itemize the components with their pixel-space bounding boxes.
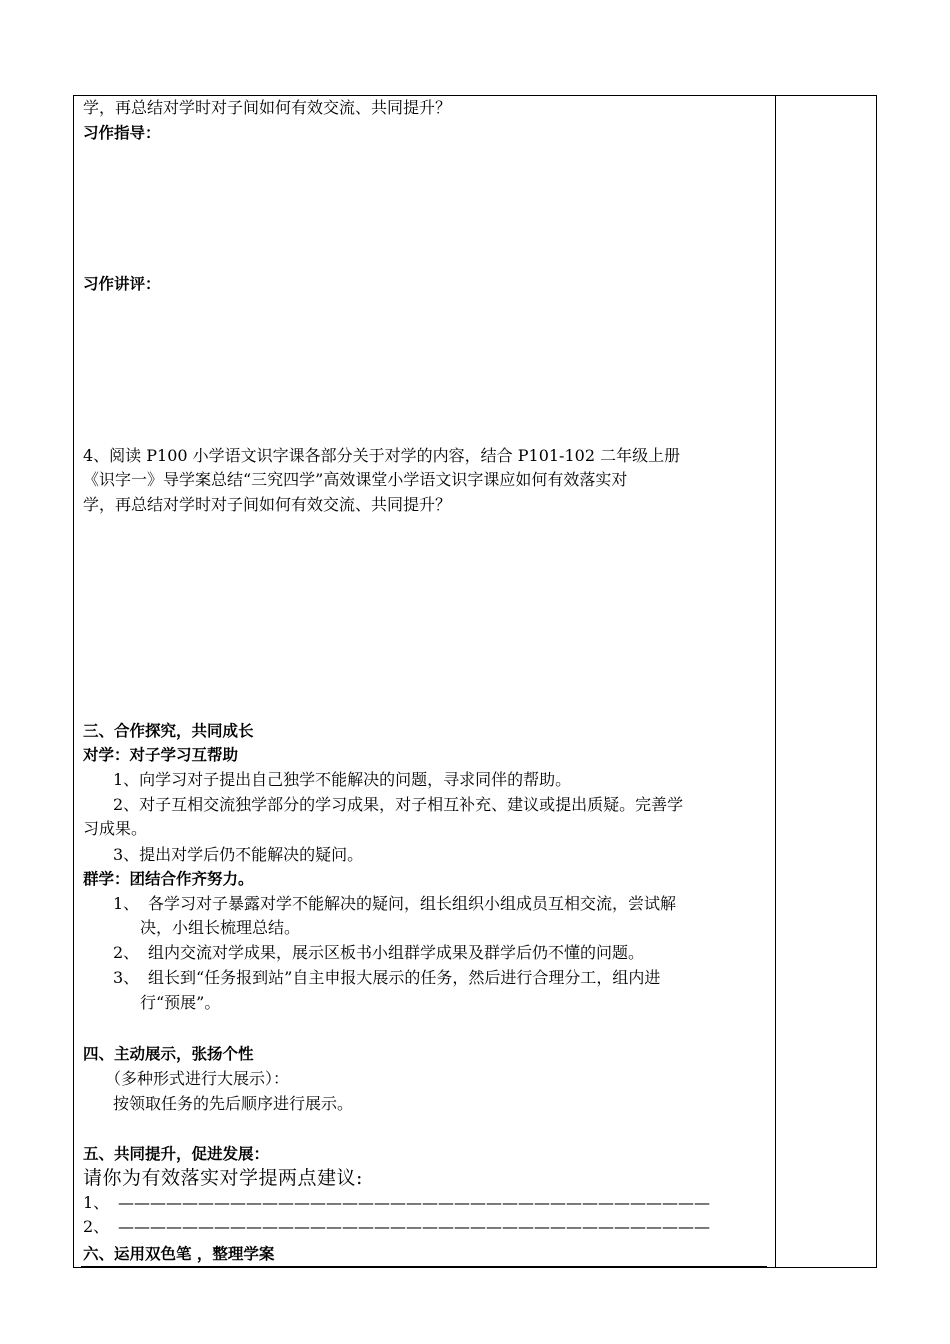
section-heading-writing-guidance: 习作指导： bbox=[83, 124, 161, 142]
list-number: 1、 bbox=[113, 894, 140, 913]
section-heading-5: 五、共同提升，促进发展： bbox=[83, 1145, 270, 1163]
question-4-line-1: 4、阅读 P100 小学语文识字课各部分关于对学的内容，结合 P101-102 二年级上册 bbox=[83, 446, 681, 465]
answer-number: 1、 bbox=[83, 1193, 110, 1212]
answer-number: 2、 bbox=[83, 1217, 110, 1236]
list-item: 1、向学习对子提出自己独学不能解决的问题，寻求同伴的帮助。 bbox=[113, 770, 572, 789]
list-item: 3、提出对学后仍不能解决的疑问。 bbox=[113, 845, 364, 864]
suggestion-prompt: 请你为有效落实对学提两点建议: bbox=[83, 1167, 363, 1189]
text-line: 学，再总结对学时对子间如何有效交流、共同提升？ bbox=[83, 98, 452, 117]
list-item: 组内交流对学成果，展示区板书小组群学成果及群学后仍不懂的问题。 bbox=[148, 943, 645, 962]
question-4-line-2: 《识字一》导学案总结“三究四学”高效课堂小学语文识字课应如何有效落实对 bbox=[83, 470, 628, 489]
section-heading-6: 六、运用双色笔 ，整理学案 bbox=[83, 1245, 275, 1263]
answer-blank-line[interactable]: ————————————————————————————————————— bbox=[118, 1193, 710, 1212]
list-item-continuation: 行“预展”。 bbox=[140, 993, 221, 1012]
list-item: 组长到“任务报到站”自主申报大展示的任务，然后进行合理分工，组内进 bbox=[148, 968, 661, 987]
section-heading-writing-review: 习作讲评： bbox=[83, 275, 161, 293]
list-item: 2、对子互相交流独学部分的学习成果，对子相互补充、建议或提出质疑。完善学 bbox=[113, 795, 684, 814]
section-heading-4: 四、主动展示，张扬个性 bbox=[83, 1045, 254, 1063]
bottom-rule bbox=[81, 1266, 767, 1267]
answer-blank-line[interactable]: ————————————————————————————————————— bbox=[118, 1217, 710, 1236]
list-item-continuation: 习成果。 bbox=[83, 819, 148, 838]
list-item: 各学习对子暴露对学不能解决的疑问，组长组织小组成员互相交流，尝试解 bbox=[148, 894, 677, 913]
subheading-pair-learning: 对学：对子学习互帮助 bbox=[83, 746, 239, 764]
list-number: 2、 bbox=[113, 943, 140, 962]
text-line: 按领取任务的先后顺序进行展示。 bbox=[113, 1094, 354, 1113]
question-4-line-3: 学，再总结对学时对子间如何有效交流、共同提升？ bbox=[83, 495, 452, 514]
list-item-continuation: 决，小组长梳理总结。 bbox=[140, 918, 301, 937]
section-heading-3: 三、合作探究，共同成长 bbox=[83, 722, 254, 740]
list-number: 3、 bbox=[113, 968, 140, 987]
table-column-divider bbox=[775, 95, 776, 1268]
text-line: （多种形式进行大展示）： bbox=[105, 1069, 290, 1088]
subheading-group-learning: 群学：团结合作齐努力。 bbox=[83, 870, 254, 888]
